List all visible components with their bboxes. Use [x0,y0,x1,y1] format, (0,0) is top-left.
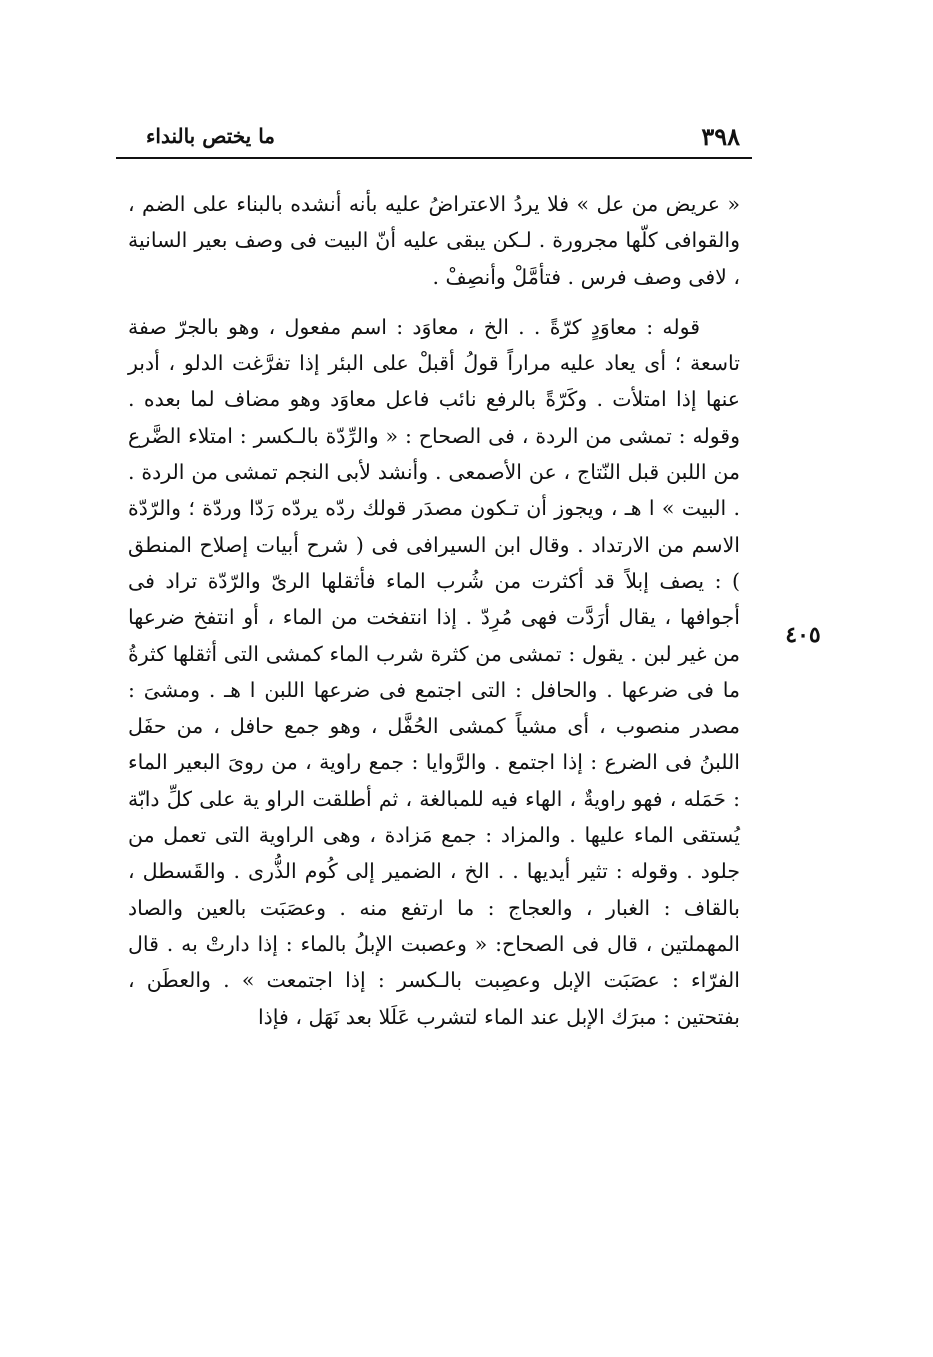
paragraph: قوله : معاوَدٍ كرّةً . . الخ ، معاوَد : اسم مفعول ، وهو بالجرّ صفة تاسعة ؛ أى يعاد عليه مراراً قولُ أقبلْ على البئر إذا تفرَّغت الدلو ، أدبر عنها إذا امتلأت . وكَرّةً بالرفع نائب فاعل معاوَد وهو مضاف لما بعده . وقوله : تمشى من الردة ، فى الصحاح : « والرِّدّة بالـكسر : امتلاء الضَّرع من اللبن قبل النّتاج ، عن الأصمعى . وأنشد لأبى النجم تمشى من الردة . . البيت » ا هـ ، ويجوز أن تـكون مصدَر قولك ردّه يردّه رَدّا وردّة ؛ والرّدّة الاسم من الارتداد . وقال ابن السيرافى فى ( شرح أبيات إصلاح المنطق ) : يصف إبلاً قد أكثرت من شُرب الماء فأثقلها الرىّ والرّدّة تراد فى أجوافها ، يقال أرَدَّت فهى مُرِدّ . إذا انتفخت من الماء ، أو انتفخ ضرعها من غير لبن . يقول : تمشى من كثرة شرب الماء كمشى التى أثقلها كثرةُ ما فى ضرعها . والحافل : التى اجتمع فى ضرعها اللبن ا هـ . ومشىَ : مصدر منصوب ، أى مشياً كمشى الحُفَّل ، وهو جمع حافل ، من حفَل اللبنُ فى الضرع : إذا اجتمع . والرَّوايا : جمع راوية ، من روىَ البعير الماء : حَمَله ، فهو راويةٌ ، الهاء فيه للمبالغة ، ثم أطلقت الراو ية على كلِّ دابّة يُستقى الماء عليها . والمزاد : جمع مَزادة ، وهى الراوية التى تعمل من جلود . وقوله : تثير أيديها . . الخ ، الضمير إلى كُوم الذُّرى . والقَسطل ، بالقاف : الغبار ، والعجاج : ما ارتفع منه . وعصَبَت بالعين والصاد المهملتين ، قال فى الصحاح: « وعصبت الإبلُ بالماء : إذا دارتْ به . قال الفرّاء : عصَبَت الإبل وعصِبت بالـكسر : إذا اجتمعت » . والعطَن ، بفتحتين : مبرَك الإبل عند الماء لتشرب عَلَلا بعد نَهَل ، فإذا [128,314,740,1029]
page-number: ٣٩٨ [701,122,740,151]
header-rule [116,157,752,159]
body-text [128,186,740,1035]
paragraph: « عريض من عل » فلا يردُ الاعتراضُ عليه بأنه أنشده بالبناء على الضم ، والقوافى كلّها مجرورة . لـكن يبقى عليه أنّ البيت فى وصف بعير السانية ، لافى وصف فرس . فتأمَّلْ وأنصِفْ . [128,192,740,289]
running-title: ما يختص بالنداء [146,124,275,148]
page-header [118,118,750,158]
margin-page-reference: ٤٠٥ [785,622,821,648]
